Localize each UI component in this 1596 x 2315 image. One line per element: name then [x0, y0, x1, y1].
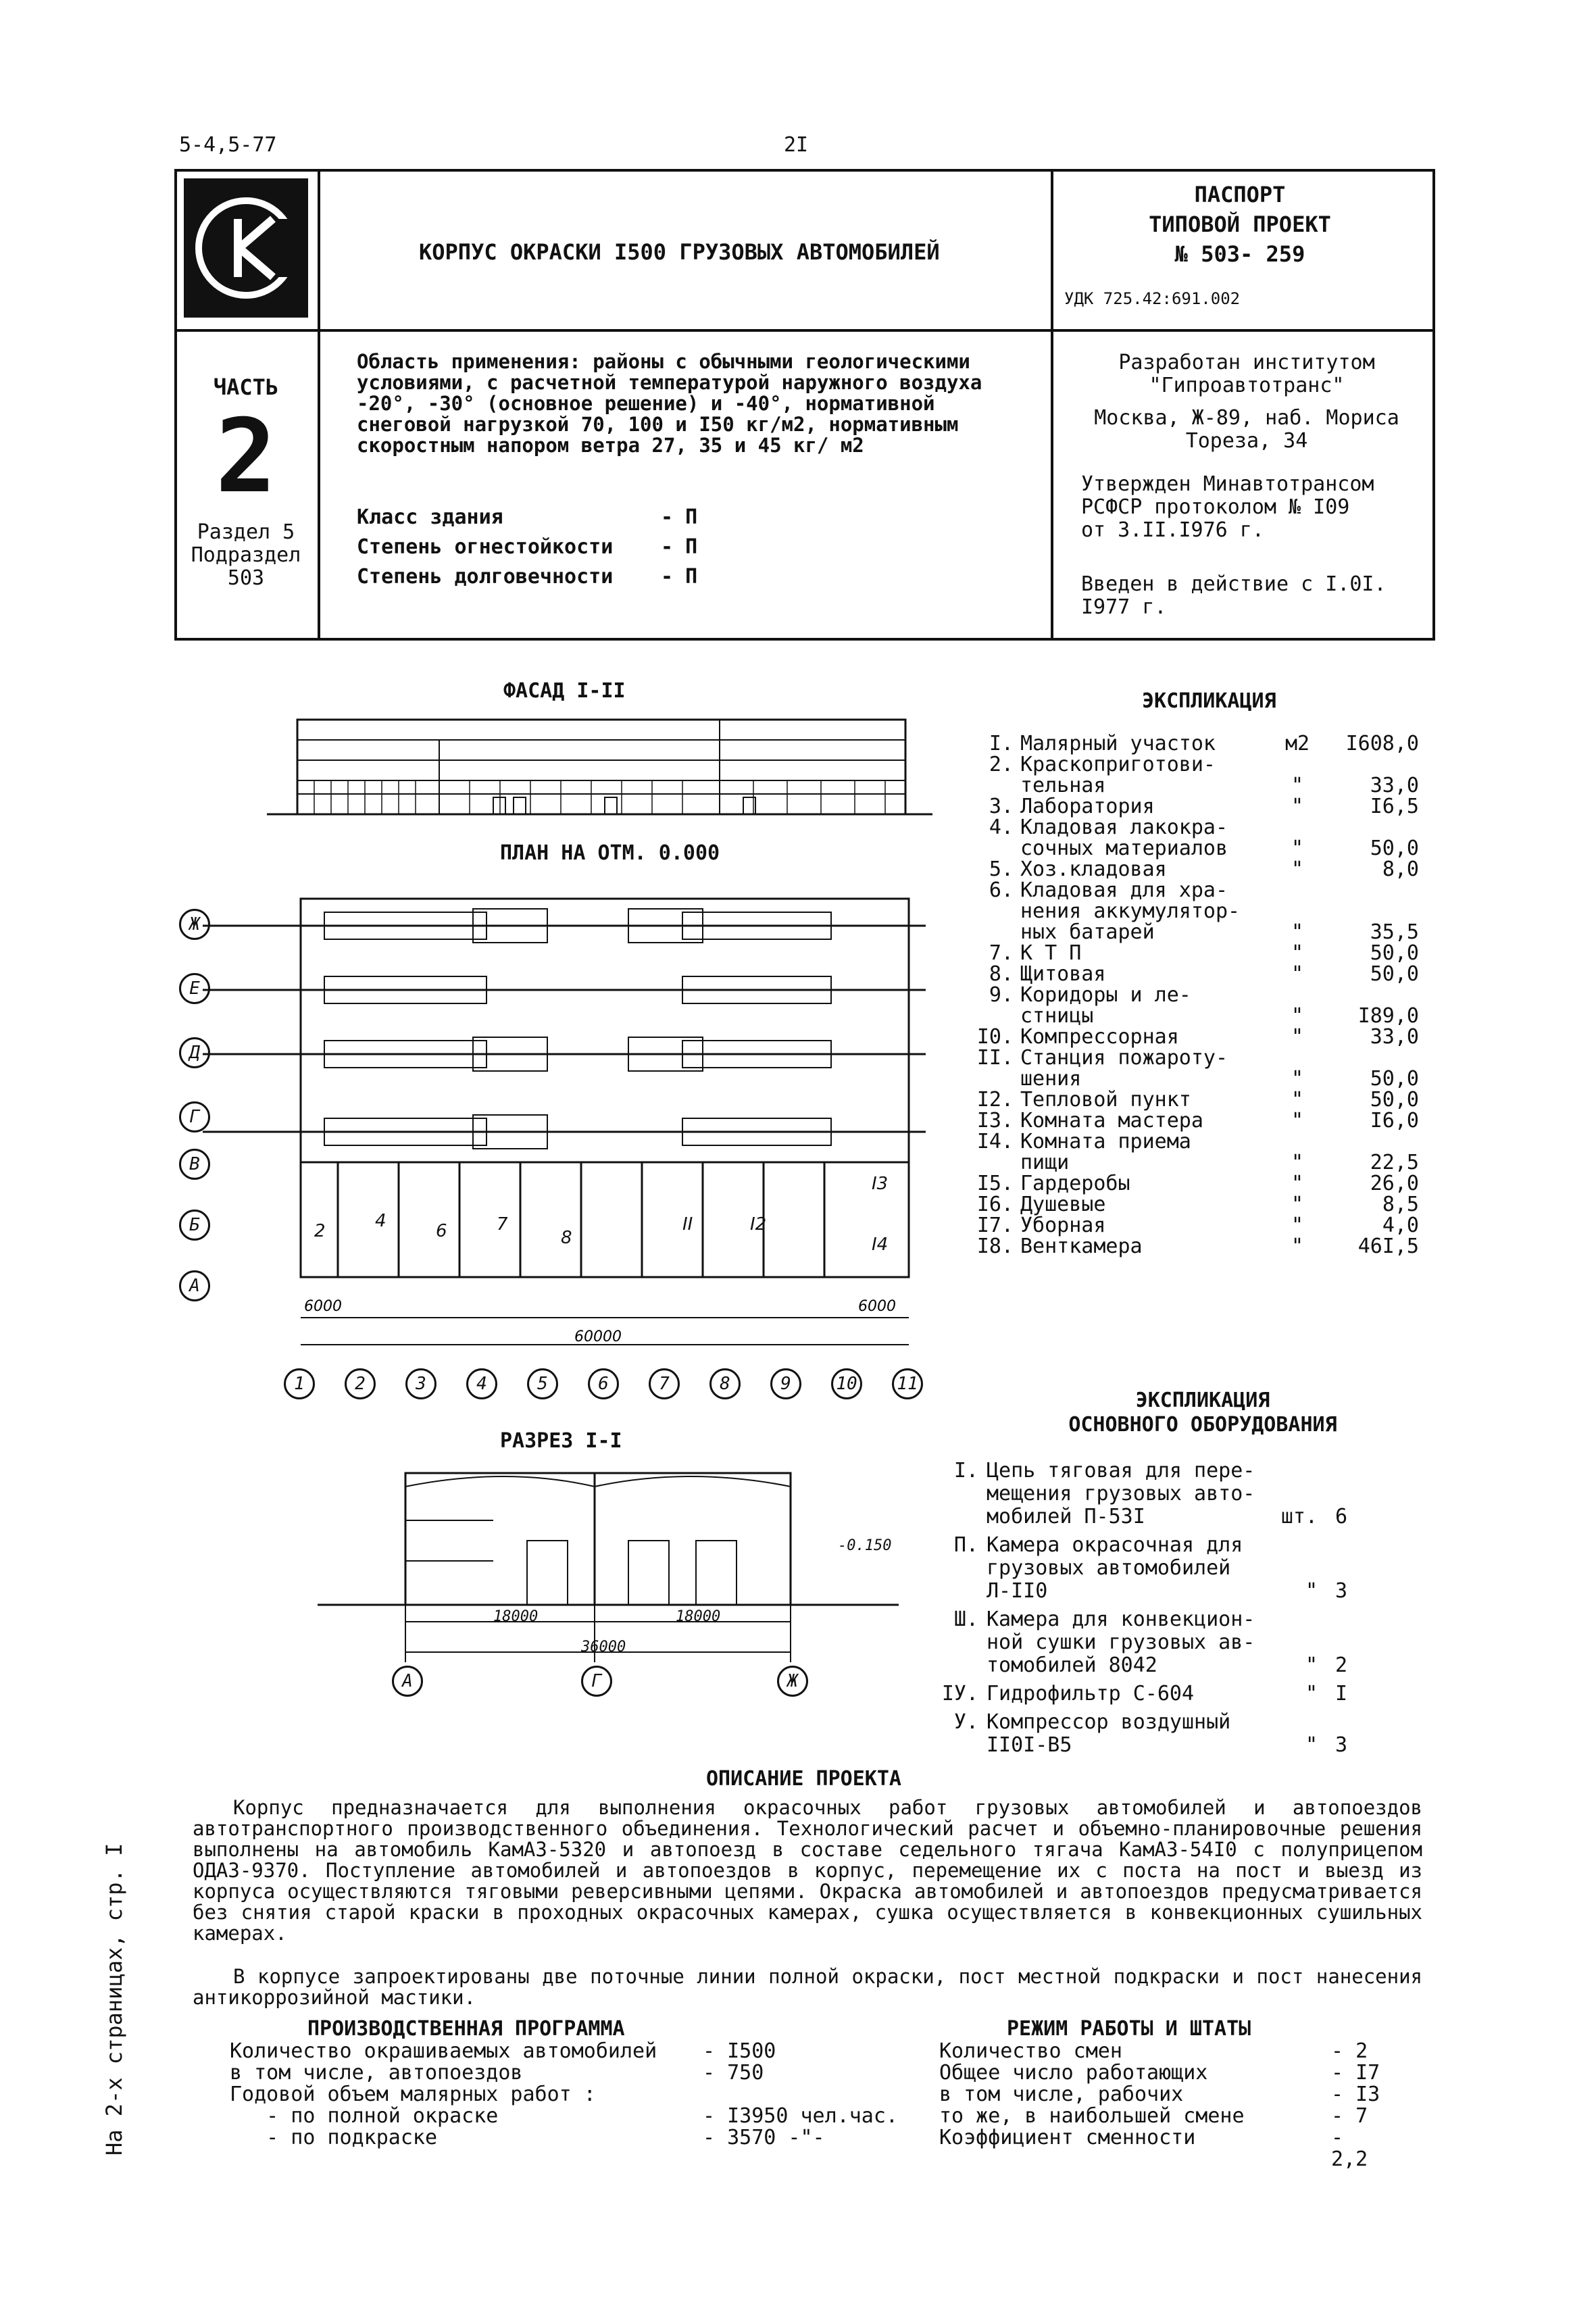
- axis-bubble: 11: [892, 1368, 923, 1399]
- program-value: - 3570 -"-: [703, 2126, 825, 2149]
- expl-value: 33,0: [1370, 774, 1419, 797]
- logo: [184, 178, 308, 318]
- section-dim: 18000: [493, 1608, 539, 1625]
- equip-num: I.: [953, 1459, 978, 1483]
- equipment-title-line: ОСНОВНОГО ОБОРУДОВАНИЯ: [1068, 1413, 1337, 1437]
- program-row: [230, 2041, 905, 2062]
- explication-row: [973, 754, 1432, 796]
- description-p2: В корпусе запроектированы две поточные линии полной окраски, пост местной подкраски и пост нанесения антикоррозийной мастики.: [193, 1965, 1422, 2009]
- expl-num: I6.: [976, 1193, 1014, 1216]
- equip-name: Компрессор воздушный II0I-В5: [987, 1710, 1231, 1757]
- expl-unit: ": [1291, 795, 1304, 818]
- expl-num: 6.: [989, 878, 1014, 902]
- expl-num: 8.: [989, 962, 1014, 986]
- expl-num: I.: [989, 732, 1014, 755]
- equipment-row: [932, 1534, 1392, 1603]
- approval-block: [1081, 473, 1374, 542]
- expl-value: I89,0: [1357, 1004, 1419, 1028]
- axis-bubble: 6: [588, 1368, 619, 1399]
- mode-label: Общее число работающих: [939, 2061, 1208, 2085]
- expl-num: 5.: [989, 857, 1014, 881]
- equip-name: Цепь тяговая для пере- мещения грузовых авто- мобилей П-53I: [987, 1459, 1255, 1528]
- section-line-2: Подраздел: [191, 543, 301, 567]
- equip-value: 6: [1335, 1505, 1348, 1528]
- expl-unit: ": [1291, 1151, 1304, 1174]
- mode-value: - I3: [1331, 2083, 1380, 2106]
- mode-value: - 2: [1331, 2039, 1368, 2063]
- program-row: [230, 2106, 905, 2127]
- axis-bubble: Г: [581, 1666, 612, 1697]
- expl-name: Коридоры и ле- стницы: [1020, 983, 1191, 1028]
- expl-value: 26,0: [1370, 1172, 1419, 1195]
- axis-bubble: Д: [179, 1037, 210, 1068]
- explication-row: [973, 943, 1432, 964]
- expl-name: Гардеробы: [1020, 1172, 1130, 1195]
- explication-row: [973, 1173, 1432, 1194]
- expl-unit: ": [1291, 837, 1304, 860]
- section-title: РАЗРЕЗ I-I: [500, 1429, 622, 1453]
- explication-row: [973, 1110, 1432, 1131]
- expl-num: I5.: [976, 1172, 1014, 1195]
- description-p1: Корпус предназначается для выполнения окрасочных работ грузовых автомобилей и автопоездов автотранспортного производственного объединения. Технологический расчет и объемно-планировочные решения выполнены на автомобиль КамАЗ-5320 и автопоезд в составе седельного тягача КамАЗ-54I0 с полуприцепом ОДАЗ-9370. Поступление автомобилей и автопоездов в корпус, перемещение их с поста на пост и выезд из корпуса осуществляются тяговыми реверсивными цепями. Окраска автомобилей и автопоездов предусматривается без снятия старой краски в проходных окрасочных камерах, сушка осуществляется в конвекционных сушильных камерах.: [193, 1796, 1422, 1945]
- expl-name: Хоз.кладовая: [1020, 857, 1167, 881]
- expl-num: I4.: [976, 1130, 1014, 1153]
- project-number: № 503- 259: [1174, 241, 1305, 267]
- effective-line: I977 г.: [1081, 595, 1167, 619]
- expl-value: 22,5: [1370, 1151, 1419, 1174]
- prop-label: Класс здания: [357, 505, 503, 529]
- prop-label: Степень долговечности: [357, 565, 614, 589]
- approved-line: Утвержден Минавтотрансом: [1081, 472, 1374, 496]
- program-label: - по подкраске: [230, 2126, 438, 2149]
- prop-value: - П: [661, 535, 698, 559]
- axis-bubble: 8: [709, 1368, 741, 1399]
- expl-unit: ": [1291, 1088, 1304, 1112]
- axis-bubble: 4: [466, 1368, 497, 1399]
- explication-row: [973, 964, 1432, 985]
- part-block: [174, 375, 318, 590]
- equipment-title-line: ЭКСПЛИКАЦИЯ: [1135, 1389, 1270, 1412]
- equipment-title: [1014, 1389, 1392, 1437]
- expl-name: Кладовая для хра- нения аккумулятор- ных батарей: [1020, 878, 1241, 944]
- expl-num: I2.: [976, 1088, 1014, 1112]
- equip-unit: ": [1305, 1682, 1318, 1706]
- expl-value: 50,0: [1370, 1088, 1419, 1112]
- expl-num: I3.: [976, 1109, 1014, 1132]
- udk: УДК 725.42:691.002: [1064, 289, 1241, 308]
- equip-unit: шт.: [1280, 1505, 1318, 1528]
- expl-value: 50,0: [1370, 837, 1419, 860]
- building-props: [357, 505, 1039, 589]
- program-label: Годовой объем малярных работ :: [230, 2083, 596, 2106]
- description-title: ОПИСАНИЕ ПРОЕКТА: [706, 1767, 901, 1791]
- explication-row: [973, 1131, 1432, 1173]
- explication-table: [973, 733, 1432, 1257]
- svg-text:I2: I2: [750, 1214, 767, 1235]
- program-table: [230, 2041, 905, 2149]
- explication-row: [973, 733, 1432, 754]
- mode-row: [939, 2041, 1412, 2062]
- svg-text:8: 8: [561, 1228, 572, 1248]
- explication-row: [973, 859, 1432, 880]
- expl-num: I7.: [976, 1214, 1014, 1237]
- axis-bubble: Ж: [179, 909, 210, 940]
- expl-value: 50,0: [1370, 941, 1419, 965]
- document-title: КОРПУС ОКРАСКИ I500 ГРУЗОВЫХ АВТОМОБИЛЕЙ: [419, 239, 940, 265]
- expl-unit: ": [1291, 1214, 1304, 1237]
- expl-unit: ": [1291, 1235, 1304, 1258]
- expl-unit: ": [1291, 1067, 1304, 1091]
- axis-bubble: В: [179, 1149, 210, 1180]
- expl-name: Малярный участок: [1020, 732, 1216, 755]
- explication-row: [973, 880, 1432, 943]
- expl-name: Краскоприготови- тельная: [1020, 753, 1216, 797]
- part-label: ЧАСТЬ: [213, 374, 279, 400]
- section-dim: 36000: [581, 1639, 626, 1656]
- equipment-row: [932, 1460, 1392, 1528]
- expl-value: 8,0: [1382, 857, 1419, 881]
- expl-name: Щитовая: [1020, 962, 1106, 986]
- mode-label: в том числе, рабочих: [939, 2083, 1184, 2106]
- developer-line: Тореза, 34: [1185, 429, 1308, 453]
- developer-line: Москва, Ж-89, наб. Мориса: [1094, 406, 1399, 430]
- mode-row: [939, 2084, 1412, 2106]
- expl-value: 4,0: [1382, 1214, 1419, 1237]
- expl-num: 9.: [989, 983, 1014, 1007]
- passport-line-1: ПАСПОРТ: [1194, 182, 1286, 207]
- equip-unit: ": [1305, 1733, 1318, 1757]
- axis-bubble: Е: [179, 973, 210, 1004]
- section-mark: -0.150: [838, 1537, 892, 1554]
- equipment-row: [932, 1608, 1392, 1677]
- svg-text:6000: 6000: [304, 1298, 342, 1315]
- expl-unit: ": [1291, 962, 1304, 986]
- application-area: Область применения: районы с обычными геологическими условиями, с расчетной температурой наружного воздуха -20°, -30° (основное решение) и -40°, нормативной снеговой нагрузкой 70, 100 и I50 кг/м2, нормативным скоростным напором ветра 27, 35 и 45 кг/ м2: [357, 350, 982, 457]
- mode-value: - 2,2: [1331, 2126, 1368, 2171]
- axis-bubble: Г: [179, 1101, 210, 1132]
- prop-label: Степень огнестойкости: [357, 535, 614, 559]
- explication-row: [973, 1047, 1432, 1089]
- floor-plan-drawing: [169, 872, 939, 1399]
- equip-name: Камера окрасочная для грузовых автомобилей Л-II0: [987, 1533, 1243, 1603]
- expl-num: 7.: [989, 941, 1014, 965]
- approved-line: РСФСР протоколом № I09: [1081, 495, 1350, 519]
- explication-row: [973, 1236, 1432, 1257]
- expl-value: 35,5: [1370, 920, 1419, 944]
- developer-line: "Гипроавтотранс": [1149, 374, 1345, 397]
- expl-name: Венткамера: [1020, 1235, 1143, 1258]
- svg-text:2: 2: [314, 1221, 326, 1241]
- expl-value: 50,0: [1370, 1067, 1419, 1091]
- expl-value: 33,0: [1370, 1025, 1419, 1049]
- passport-block: [1061, 182, 1419, 266]
- page-code: 5-4,5-77: [179, 133, 277, 157]
- equip-unit: ": [1305, 1579, 1318, 1603]
- expl-unit: ": [1291, 1004, 1304, 1028]
- equip-value: 2: [1335, 1653, 1348, 1677]
- axis-bubble: 10: [831, 1368, 862, 1399]
- section-line-1: Раздел 5: [197, 520, 295, 544]
- mode-value: - I7: [1331, 2061, 1380, 2085]
- plan-title: ПЛАН НА ОТМ. 0.000: [500, 841, 720, 865]
- section-dim: 18000: [676, 1608, 721, 1625]
- expl-name: Комната приема пищи: [1020, 1130, 1191, 1174]
- mode-value: - 7: [1331, 2104, 1368, 2128]
- expl-unit: ": [1291, 1025, 1304, 1049]
- program-label: в том числе, автопоездов: [230, 2061, 523, 2085]
- program-value: [703, 2084, 905, 2106]
- expl-unit: м2: [1285, 732, 1310, 755]
- expl-unit: ": [1291, 920, 1304, 944]
- expl-num: 4.: [989, 816, 1014, 839]
- explication-row: [973, 1089, 1432, 1110]
- mode-label: Количество смен: [939, 2039, 1122, 2063]
- explication-row: [973, 1215, 1432, 1236]
- expl-unit: ": [1291, 1172, 1304, 1195]
- passport-line-2: ТИПОВОЙ ПРОЕКТ: [1149, 211, 1331, 237]
- explication-row: [973, 817, 1432, 859]
- equipment-row: [932, 1711, 1392, 1757]
- equip-name: Камера для конвекцион- ной сушки грузовых ав- томобилей 8042: [987, 1608, 1255, 1677]
- program-label: Количество окрашиваемых автомобилей: [230, 2039, 657, 2063]
- part-number: 2: [215, 398, 277, 516]
- facade-title: ФАСАД I-II: [503, 679, 626, 703]
- svg-text:I3: I3: [872, 1174, 889, 1194]
- equipment-row: [932, 1683, 1392, 1706]
- equip-unit: ": [1305, 1653, 1318, 1677]
- program-title: ПРОИЗВОДСТВЕННАЯ ПРОГРАММА: [307, 2017, 625, 2041]
- developer-block: [1068, 351, 1426, 453]
- axis-bubble: Ж: [777, 1666, 808, 1697]
- axis-bubble: 5: [527, 1368, 558, 1399]
- svg-text:II: II: [682, 1214, 693, 1235]
- explication-title: ЭКСПЛИКАЦИЯ: [1142, 689, 1276, 713]
- expl-unit: ": [1291, 1193, 1304, 1216]
- expl-num: 2.: [989, 753, 1014, 776]
- program-row: [230, 2084, 905, 2106]
- effective-line: Введен в действие с I.0I.: [1081, 572, 1387, 596]
- svg-text:6: 6: [436, 1221, 447, 1241]
- expl-value: 46I,5: [1357, 1235, 1419, 1258]
- mode-title: РЕЖИМ РАБОТЫ И ШТАТЫ: [1007, 2017, 1251, 2041]
- equip-num: У.: [953, 1710, 978, 1734]
- expl-value: 8,5: [1382, 1193, 1419, 1216]
- axis-bubble: А: [179, 1270, 210, 1301]
- expl-unit: ": [1291, 774, 1304, 797]
- explication-row: [973, 1194, 1432, 1215]
- prop-value: - П: [661, 505, 698, 529]
- expl-name: Кладовая лакокра- сочных материалов: [1020, 816, 1228, 860]
- svg-text:7: 7: [497, 1214, 508, 1235]
- program-label: - по полной окраске: [230, 2104, 499, 2128]
- equip-value: 3: [1335, 1733, 1348, 1757]
- equip-value: 3: [1335, 1579, 1348, 1603]
- equip-num: IУ.: [941, 1682, 978, 1706]
- axis-bubble: А: [392, 1666, 423, 1697]
- axis-bubble: Б: [179, 1210, 210, 1241]
- equip-name: Гидрофильтр С-604: [987, 1682, 1195, 1706]
- explication-row: [973, 985, 1432, 1026]
- mode-table: [939, 2041, 1412, 2170]
- expl-value: I6,5: [1370, 795, 1419, 818]
- expl-value: 50,0: [1370, 962, 1419, 986]
- expl-name: Станция пожароту- шения: [1020, 1046, 1228, 1091]
- expl-name: К Т П: [1020, 941, 1082, 965]
- mode-row: [939, 2062, 1412, 2084]
- program-row: [230, 2127, 905, 2149]
- explication-row: [973, 1026, 1432, 1047]
- section-line-3: 503: [227, 566, 265, 590]
- equip-value: I: [1335, 1682, 1348, 1706]
- expl-name: Тепловой пункт: [1020, 1088, 1191, 1112]
- axis-bubble: 9: [770, 1368, 801, 1399]
- svg-text:60000: 60000: [574, 1328, 622, 1345]
- axis-bubble: 3: [405, 1368, 437, 1399]
- program-value: - I500: [703, 2039, 776, 2063]
- equipment-table: [932, 1460, 1392, 1762]
- expl-name: Комната мастера: [1020, 1109, 1203, 1132]
- developer-line: Разработан институтом: [1118, 351, 1375, 374]
- expl-unit: ": [1291, 941, 1304, 965]
- axis-bubble: 1: [284, 1368, 315, 1399]
- svg-text:6000: 6000: [858, 1298, 896, 1315]
- approved-line: от 3.II.I976 г.: [1081, 518, 1264, 542]
- side-note: На 2-х страницах, стр. I: [101, 1843, 127, 2156]
- mode-label: то же, в наибольшей смене: [939, 2104, 1245, 2128]
- expl-unit: ": [1291, 857, 1304, 881]
- expl-name: Лаборатория: [1020, 795, 1155, 818]
- expl-unit: ": [1291, 1109, 1304, 1132]
- expl-value: I6,0: [1370, 1109, 1419, 1132]
- equip-num: Ш.: [953, 1608, 978, 1631]
- prop-value: - П: [661, 565, 698, 589]
- svg-text:I4: I4: [872, 1235, 889, 1255]
- mode-row: [939, 2127, 1412, 2170]
- expl-name: Компрессорная: [1020, 1025, 1179, 1049]
- facade-drawing: [267, 713, 932, 824]
- expl-num: 3.: [989, 795, 1014, 818]
- program-value: - I3950 чел.час.: [703, 2104, 898, 2128]
- axis-bubble: 2: [345, 1368, 376, 1399]
- expl-name: Уборная: [1020, 1214, 1106, 1237]
- equip-num: П.: [953, 1533, 978, 1557]
- mode-label: Коэффициент сменности: [939, 2126, 1196, 2149]
- program-value: - 750: [703, 2061, 764, 2085]
- axis-bubble: 7: [649, 1368, 680, 1399]
- expl-name: Душевые: [1020, 1193, 1106, 1216]
- expl-num: II.: [976, 1046, 1014, 1070]
- page-number: 2I: [784, 133, 809, 157]
- expl-num: I0.: [976, 1025, 1014, 1049]
- expl-value: I608,0: [1345, 732, 1419, 755]
- expl-num: I8.: [976, 1235, 1014, 1258]
- mode-row: [939, 2106, 1412, 2127]
- effective-block: [1081, 573, 1387, 619]
- program-row: [230, 2062, 905, 2084]
- explication-row: [973, 796, 1432, 817]
- svg-text:4: 4: [375, 1211, 386, 1231]
